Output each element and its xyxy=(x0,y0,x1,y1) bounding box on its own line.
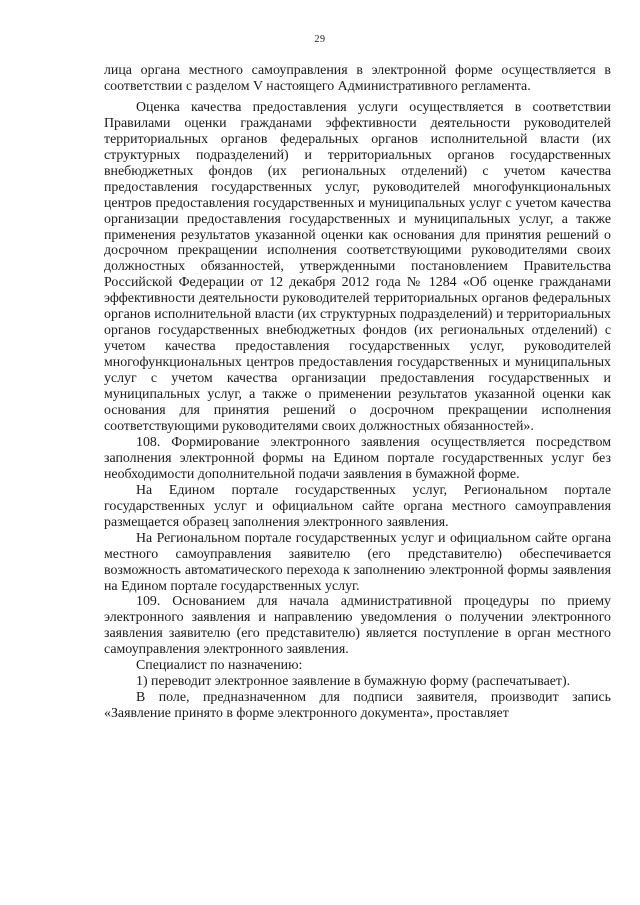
paragraph-item-1: 1) переводит электронное заявление в бумажную форму (распечатывает). xyxy=(136,674,571,690)
paragraph-regional-portal: На Региональном портале государственных услуг и официальном сайте органа местного самоуправления заявителю (его представителю) обеспечивается возможность автоматического перехода к заполнению электронной формы заявления на Едином портале государственных услуг. xyxy=(104,530,611,594)
paragraph-continuation: лица органа местного самоуправления в электронной форме осуществляется в соответствии с разделом V настоящего Административного регламента. xyxy=(104,63,611,94)
paragraph-109: 109. Основанием для начала административной процедуры по приему электронного заявления и направлению уведомления о получении электронного заявления заявителю (его представителю) является поступление в орган местного самоуправления электронного заявления. xyxy=(104,594,611,658)
paragraph-sample-form: На Едином портале государственных услуг, Региональном портале государственных услуг и официальном сайте органа местного самоуправления размещается образец заполнения электронного заявления. xyxy=(104,482,611,530)
document-body xyxy=(104,63,611,722)
paragraph-quality-assessment: Оценка качества предоставления услуги осуществляется в соответствии Правилами оценки гражданами эффективности деятельности руководителей территориальных органов федеральных органов исполнительной власти (их структурных подразделений) и территориальных органов государственных внебюджетных фондов (их региональных отделений) с учетом качества предоставления государственных услуг, руководителей многофункциональных центров предоставления государственных и муниципальных услуг с учетом качества организации предоставления государственных и муниципальных услуг, а также применения результатов указанной оценки как основания для принятия решений о досрочном прекращении исполнения соответствующими руководителями своих должностных обязанностей, утвержденными постановлением Правительства Российской Федерации от 12 декабря 2012 года № 1284 «Об оценке гражданами эффективности деятельности руководителей территориальных органов федеральных органов исполнительной власти (их структурных подразделений) и территориальных органов государственных внебюджетных фондов (их региональных отделений) с учетом качества предоставления государственных услуг, руководителей многофункциональных центров предоставления государственных и муниципальных услуг с учетом качества организации предоставления государственных и муниципальных услуг, а также о применении результатов указанной оценки как основания для принятия решений о досрочном прекращении исполнения соответствующими руководителями своих должностных обязанностей». xyxy=(104,99,611,434)
paragraph-signature-field: В поле, предназначенном для подписи заявителя, производит запись «Заявление принято в форме электронного документа», проставляет xyxy=(104,690,611,722)
page-number: 29 xyxy=(314,34,326,45)
paragraph-specialist: Специалист по назначению: xyxy=(136,658,303,674)
paragraph-108: 108. Формирование электронного заявления осуществляется посредством заполнения электронной формы на Едином портале государственных услуг без необходимости дополнительной подачи заявления в бумажной форме. xyxy=(104,434,611,482)
